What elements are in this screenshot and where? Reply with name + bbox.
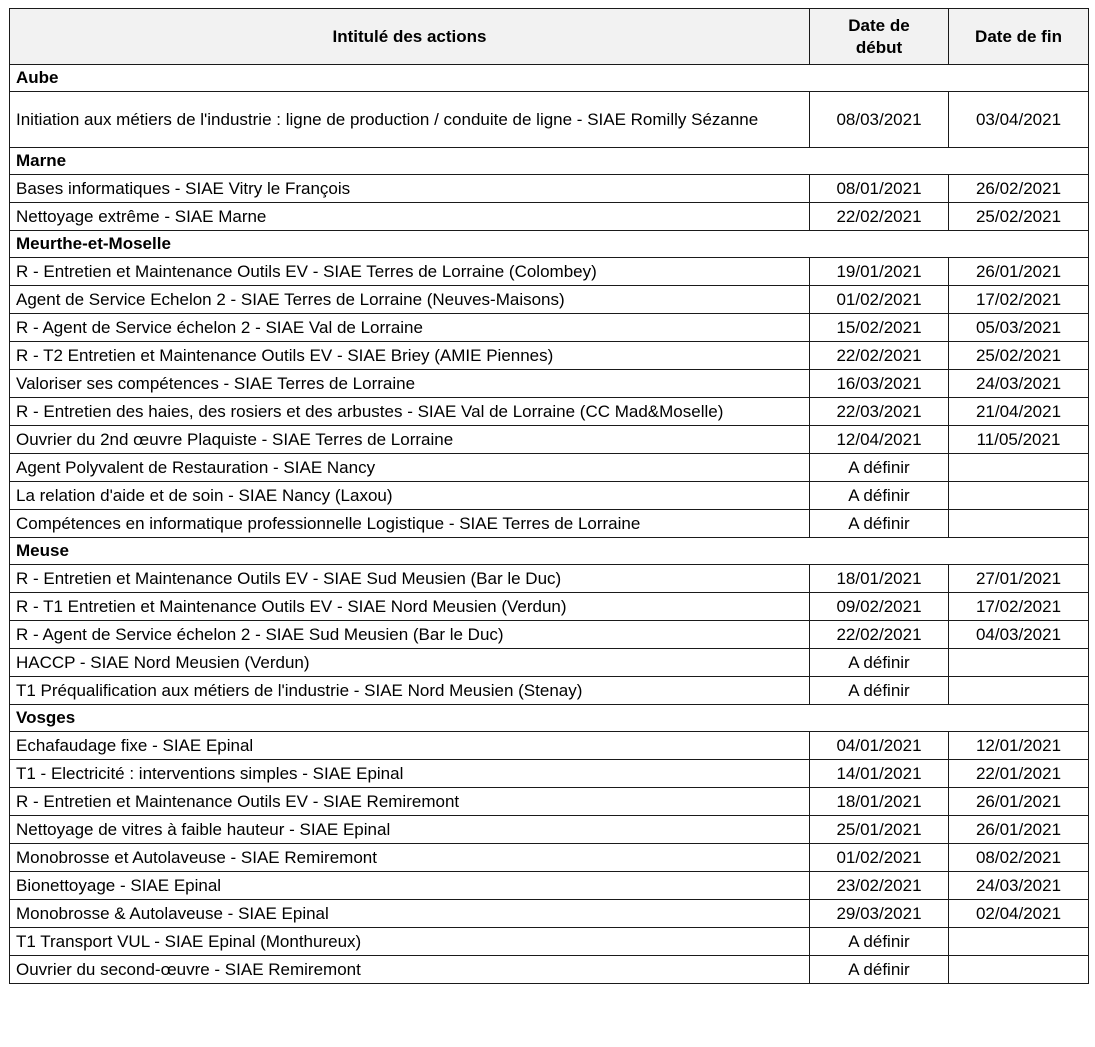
start-date: 16/03/2021: [810, 370, 949, 398]
start-date: A définir: [810, 482, 949, 510]
start-date: 18/01/2021: [810, 788, 949, 816]
action-title: La relation d'aide et de soin - SIAE Nancy (Laxou): [10, 482, 810, 510]
start-date: A définir: [810, 956, 949, 984]
end-date: 25/02/2021: [949, 342, 1089, 370]
table-row: [10, 314, 1089, 342]
end-date: [949, 649, 1089, 677]
end-date: 11/05/2021: [949, 426, 1089, 454]
end-date: 22/01/2021: [949, 760, 1089, 788]
start-date: 04/01/2021: [810, 732, 949, 760]
actions-table: [9, 8, 1089, 984]
action-title: R - T1 Entretien et Maintenance Outils EV - SIAE Nord Meusien (Verdun): [10, 593, 810, 621]
table-row: [10, 565, 1089, 593]
start-date: 23/02/2021: [810, 872, 949, 900]
end-date: 26/01/2021: [949, 816, 1089, 844]
table-row: [10, 621, 1089, 649]
table-row: [10, 482, 1089, 510]
start-date: 09/02/2021: [810, 593, 949, 621]
end-date: [949, 956, 1089, 984]
action-title: Ouvrier du 2nd œuvre Plaquiste - SIAE Terres de Lorraine: [10, 426, 810, 454]
start-date: 22/02/2021: [810, 342, 949, 370]
action-title: Nettoyage extrême - SIAE Marne: [10, 203, 810, 231]
start-date: 14/01/2021: [810, 760, 949, 788]
start-date: 22/02/2021: [810, 203, 949, 231]
start-date: 18/01/2021: [810, 565, 949, 593]
section-row: [10, 538, 1089, 565]
action-title: Initiation aux métiers de l'industrie : ligne de production / conduite de ligne - SIAE Romilly Sézanne: [10, 92, 810, 148]
table-row: [10, 677, 1089, 705]
start-date: 22/03/2021: [810, 398, 949, 426]
start-date: A définir: [810, 677, 949, 705]
start-date: 22/02/2021: [810, 621, 949, 649]
table-row: [10, 760, 1089, 788]
start-date: 25/01/2021: [810, 816, 949, 844]
table-row: [10, 203, 1089, 231]
section-row: [10, 705, 1089, 732]
table-row: [10, 286, 1089, 314]
action-title: T1 Préqualification aux métiers de l'industrie - SIAE Nord Meusien (Stenay): [10, 677, 810, 705]
table-row: [10, 593, 1089, 621]
end-date: [949, 510, 1089, 538]
start-date: 01/02/2021: [810, 844, 949, 872]
section-name: Vosges: [10, 705, 1089, 732]
table-row: [10, 92, 1089, 148]
section-name: Meuse: [10, 538, 1089, 565]
header-start-line2: début: [855, 37, 903, 57]
start-date: 15/02/2021: [810, 314, 949, 342]
table-row: [10, 900, 1089, 928]
end-date: 26/01/2021: [949, 258, 1089, 286]
action-title: R - Entretien et Maintenance Outils EV - SIAE Sud Meusien (Bar le Duc): [10, 565, 810, 593]
action-title: R - Entretien et Maintenance Outils EV - SIAE Terres de Lorraine (Colombey): [10, 258, 810, 286]
table-row: [10, 258, 1089, 286]
table-row: [10, 928, 1089, 956]
action-title: Valoriser ses compétences - SIAE Terres de Lorraine: [10, 370, 810, 398]
end-date: 27/01/2021: [949, 565, 1089, 593]
end-date: 25/02/2021: [949, 203, 1089, 231]
end-date: 26/02/2021: [949, 175, 1089, 203]
action-title: Compétences en informatique professionnelle Logistique - SIAE Terres de Lorraine: [10, 510, 810, 538]
header-end-col: Date de fin: [949, 9, 1089, 65]
end-date: 03/04/2021: [949, 92, 1089, 148]
action-title: Bases informatiques - SIAE Vitry le François: [10, 175, 810, 203]
actions-table-wrapper: [9, 8, 1089, 984]
table-row: [10, 426, 1089, 454]
start-date: A définir: [810, 649, 949, 677]
table-row: [10, 510, 1089, 538]
end-date: 08/02/2021: [949, 844, 1089, 872]
table-row: [10, 956, 1089, 984]
section-row: [10, 148, 1089, 175]
action-title: Monobrosse & Autolaveuse - SIAE Epinal: [10, 900, 810, 928]
header-start-col: [810, 9, 949, 65]
action-title: Ouvrier du second-œuvre - SIAE Remiremont: [10, 956, 810, 984]
table-row: [10, 844, 1089, 872]
start-date: A définir: [810, 454, 949, 482]
start-date: 19/01/2021: [810, 258, 949, 286]
end-date: 24/03/2021: [949, 370, 1089, 398]
table-row: [10, 175, 1089, 203]
table-row: [10, 649, 1089, 677]
end-date: 05/03/2021: [949, 314, 1089, 342]
table-row: [10, 454, 1089, 482]
table-row: [10, 872, 1089, 900]
end-date: 17/02/2021: [949, 286, 1089, 314]
end-date: 21/04/2021: [949, 398, 1089, 426]
end-date: 02/04/2021: [949, 900, 1089, 928]
end-date: 26/01/2021: [949, 788, 1089, 816]
end-date: [949, 482, 1089, 510]
action-title: Monobrosse et Autolaveuse - SIAE Remiremont: [10, 844, 810, 872]
table-row: [10, 342, 1089, 370]
table-row: [10, 398, 1089, 426]
end-date: 12/01/2021: [949, 732, 1089, 760]
start-date: 29/03/2021: [810, 900, 949, 928]
start-date: 12/04/2021: [810, 426, 949, 454]
table-body: [10, 65, 1089, 984]
end-date: [949, 677, 1089, 705]
header-title-col: Intitulé des actions: [10, 9, 810, 65]
section-name: Marne: [10, 148, 1089, 175]
action-title: Bionettoyage - SIAE Epinal: [10, 872, 810, 900]
section-name: Meurthe-et-Moselle: [10, 231, 1089, 258]
action-title: T1 Transport VUL - SIAE Epinal (Monthureux): [10, 928, 810, 956]
start-date: 08/01/2021: [810, 175, 949, 203]
header-start-line1: Date de: [848, 15, 910, 35]
table-row: [10, 370, 1089, 398]
end-date: 17/02/2021: [949, 593, 1089, 621]
start-date: A définir: [810, 510, 949, 538]
table-row: [10, 788, 1089, 816]
action-title: HACCP - SIAE Nord Meusien (Verdun): [10, 649, 810, 677]
end-date: [949, 928, 1089, 956]
action-title: T1 - Electricité : interventions simples - SIAE Epinal: [10, 760, 810, 788]
action-title: Agent Polyvalent de Restauration - SIAE Nancy: [10, 454, 810, 482]
action-title: R - Entretien des haies, des rosiers et des arbustes - SIAE Val de Lorraine (CC Mad&Moselle): [10, 398, 810, 426]
end-date: [949, 454, 1089, 482]
section-row: [10, 231, 1089, 258]
table-header-row: [10, 9, 1089, 65]
action-title: R - Entretien et Maintenance Outils EV - SIAE Remiremont: [10, 788, 810, 816]
section-name: Aube: [10, 65, 1089, 92]
start-date: A définir: [810, 928, 949, 956]
table-row: [10, 816, 1089, 844]
action-title: R - Agent de Service échelon 2 - SIAE Val de Lorraine: [10, 314, 810, 342]
action-title: Echafaudage fixe - SIAE Epinal: [10, 732, 810, 760]
start-date: 08/03/2021: [810, 92, 949, 148]
action-title: R - T2 Entretien et Maintenance Outils EV - SIAE Briey (AMIE Piennes): [10, 342, 810, 370]
end-date: 24/03/2021: [949, 872, 1089, 900]
start-date: 01/02/2021: [810, 286, 949, 314]
section-row: [10, 65, 1089, 92]
action-title: R - Agent de Service échelon 2 - SIAE Sud Meusien (Bar le Duc): [10, 621, 810, 649]
action-title: Agent de Service Echelon 2 - SIAE Terres de Lorraine (Neuves-Maisons): [10, 286, 810, 314]
end-date: 04/03/2021: [949, 621, 1089, 649]
table-row: [10, 732, 1089, 760]
action-title: Nettoyage de vitres à faible hauteur - SIAE Epinal: [10, 816, 810, 844]
